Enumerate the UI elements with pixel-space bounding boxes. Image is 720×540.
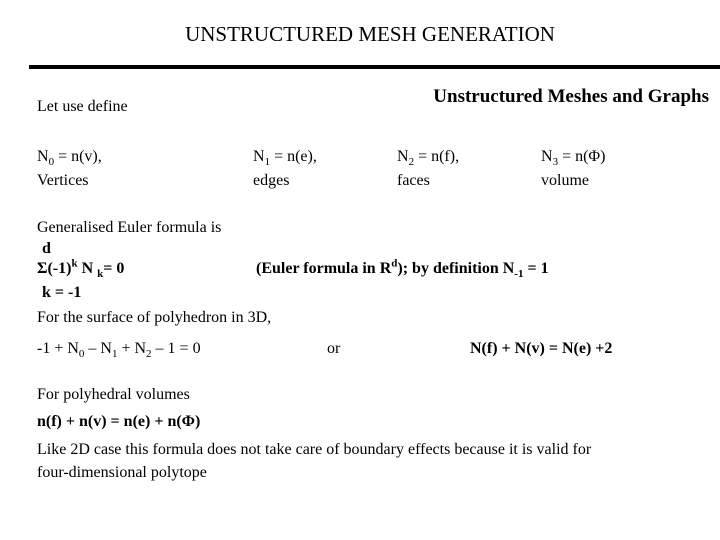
definition-n0-label: Vertices [37,172,89,189]
intro-text: Let use define [37,98,128,115]
definition-n2: $N_2 = n(f)$, [397,148,460,169]
page-title: UNSTRUCTURED MESH GENERATION [185,22,555,46]
volumes-formula: n(f) + n(v) = n(e) + n(Φ) [37,413,201,430]
section-heading: Unstructured Meshes and Graphs [433,86,709,107]
definition-n1: $N_1 = n(e)$, [253,148,317,169]
sum-lower-limit: k = -1 [42,284,82,301]
alt-formula: N(f) + N(v) = N(e) +2 [470,340,613,357]
surface-formula: $-1 + N_0 - N_1 + N_2 - 1 = 0$ [37,340,201,361]
definition-n3: $N_3 = n(\Phi)$ [541,148,606,169]
or-text: or [327,340,341,357]
definition-n3-label: volume [541,172,589,189]
volumes-intro: For polyhedral volumes [37,386,190,403]
sum-upper-limit: d [42,240,51,257]
definition-n2-label: faces [397,172,430,189]
polyhedron-line: For the surface of polyhedron in 3D, [37,309,272,326]
euler-note: (Euler formula in $R^d$); by definition $N_{-1} = 1$ [256,257,549,281]
closing-line-2: four-dimensional polytope [37,464,207,481]
title-divider [29,65,720,69]
euler-intro: Generalised Euler formula is [37,219,222,236]
closing-line-1: Like 2D case this formula does not take care of boundary effects because it is valid for [37,441,592,458]
euler-sum: $\Sigma(-1)^k$ N $_k$= 0 [37,257,125,281]
definition-n0: $N_0 = n(v)$, [37,148,102,169]
definition-n1-label: edges [253,172,290,189]
